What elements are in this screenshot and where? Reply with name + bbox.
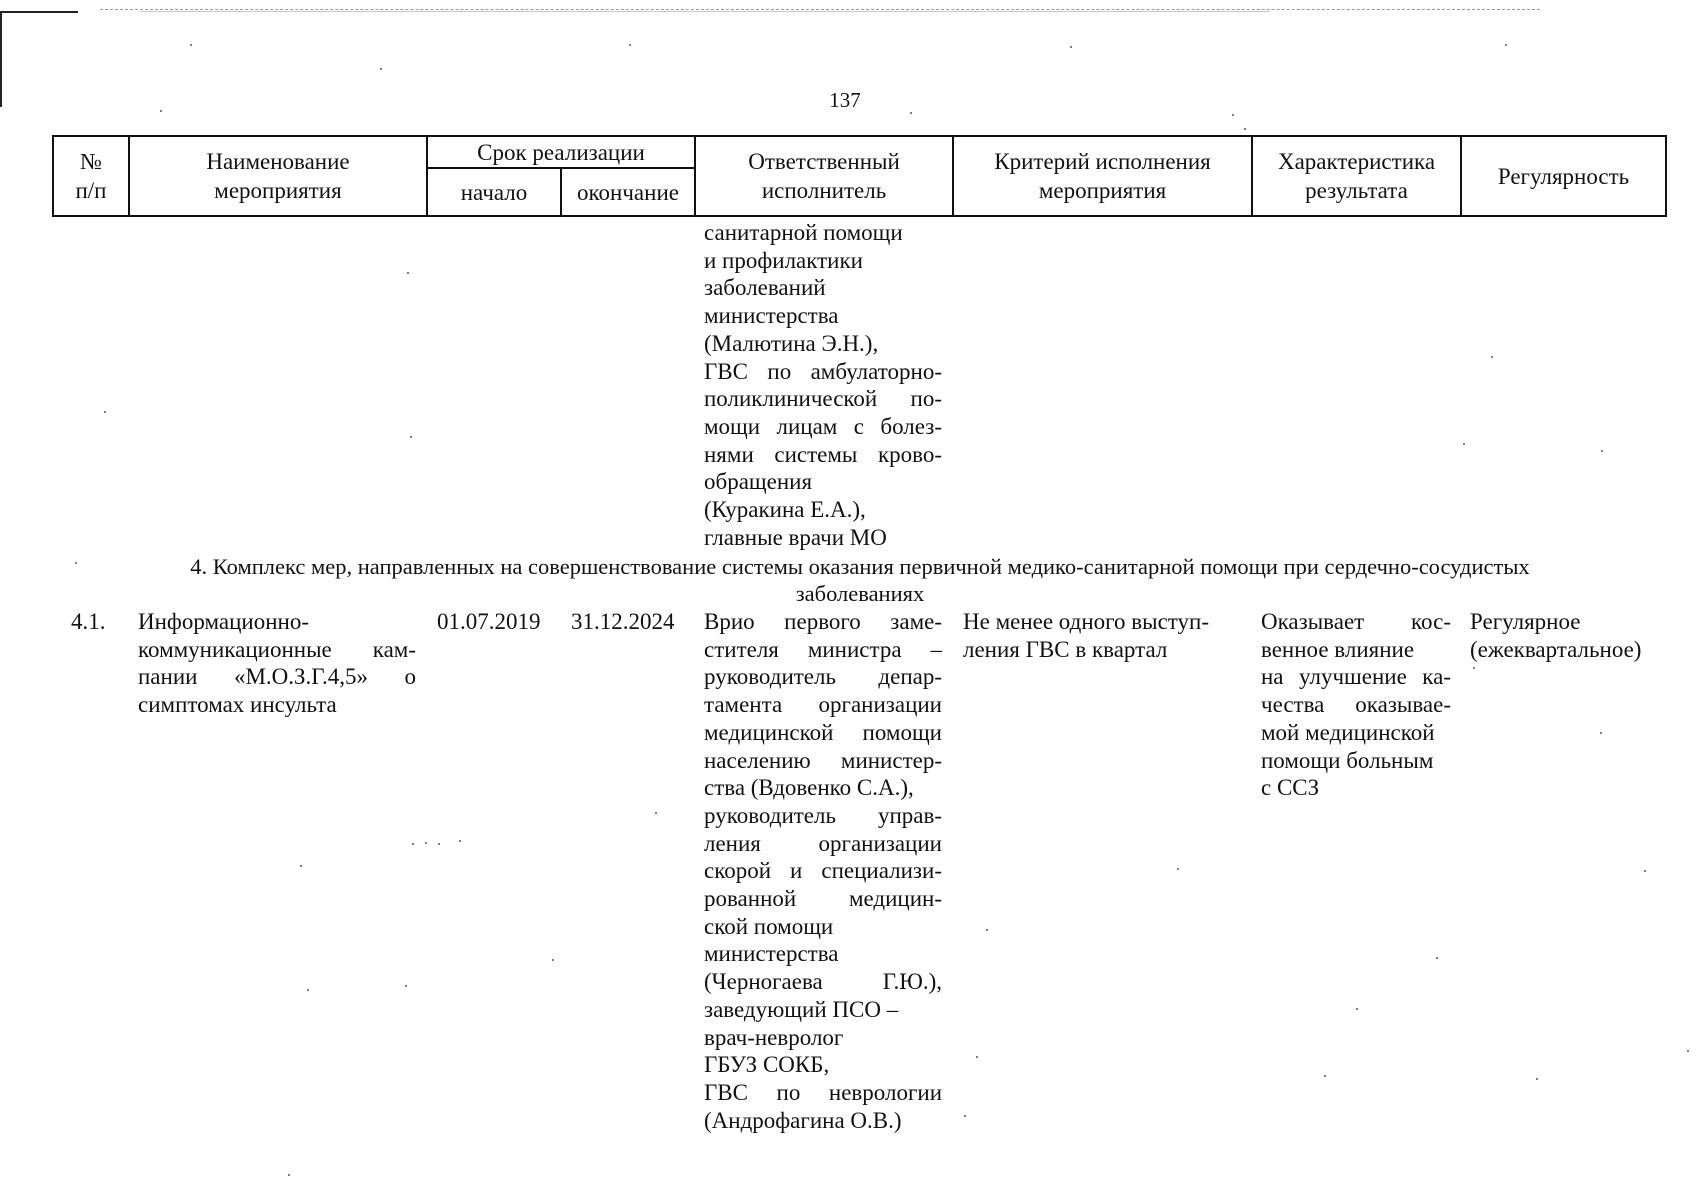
scan-speck bbox=[986, 929, 988, 931]
header-characteristic: Характеристика результата bbox=[1252, 136, 1461, 216]
scan-speck bbox=[405, 985, 407, 987]
row-end-date: 31.12.2024 bbox=[571, 609, 675, 634]
scan-speck bbox=[412, 843, 414, 845]
header-srok: Срок реализации bbox=[427, 136, 695, 168]
scan-speck bbox=[1463, 443, 1465, 445]
row-responsible: Врио первого заме- стителя министра – руководитель депар- тамента организации медицинской помощи населению министер- ства (Вдовенко С.А.), руководитель управ- ления организации скорой и специализи- рованной медицин- ской помощи министерства (Черногаева Г.Ю.), заведующий ПСО – врач-невролог ГБУЗ СОКБ, ГВС по неврологии (Андрофагина О.В.) bbox=[704, 609, 942, 1133]
scan-speck bbox=[288, 1174, 290, 1176]
scan-speck bbox=[307, 989, 309, 991]
scan-speck bbox=[1232, 114, 1234, 116]
row-name: Информационно- коммуникационные кам- пании «М.О.З.Г.4,5» о симптомах инсульта bbox=[138, 609, 416, 718]
scan-speck bbox=[407, 272, 409, 274]
scan-speck bbox=[438, 843, 440, 845]
section-heading: 4. Комплекс мер, направленных на совершенствование системы оказания первичной медико-санитарной помощи при сердечно-сосудистых заболеваниях bbox=[190, 554, 1530, 606]
scan-speck bbox=[976, 1056, 978, 1058]
scan-speck bbox=[964, 1115, 966, 1117]
header-responsible: Ответственный исполнитель bbox=[695, 136, 953, 216]
scan-speck bbox=[459, 840, 461, 842]
scan-speck bbox=[1356, 1008, 1358, 1010]
scan-speck bbox=[1505, 44, 1507, 46]
scan-speck bbox=[910, 112, 912, 114]
scan-speck bbox=[1687, 1050, 1689, 1052]
row-number: 4.1. bbox=[71, 609, 106, 634]
header-start: начало bbox=[427, 168, 561, 216]
scan-border bbox=[100, 9, 1540, 10]
scan-speck bbox=[1473, 667, 1475, 669]
scan-speck bbox=[410, 436, 412, 438]
scan-speck bbox=[425, 842, 427, 844]
scan-speck bbox=[655, 812, 657, 814]
header-end: окончание bbox=[561, 168, 695, 216]
page-number: 137 bbox=[829, 88, 861, 112]
scan-speck bbox=[1601, 450, 1603, 452]
header-regularity: Регулярность bbox=[1461, 136, 1666, 216]
scan-speck bbox=[1070, 46, 1072, 48]
scan-speck bbox=[552, 959, 554, 961]
scan-speck bbox=[1536, 1078, 1538, 1080]
scan-speck bbox=[1324, 1075, 1326, 1077]
row-start-date: 01.07.2019 bbox=[437, 609, 541, 634]
row-regularity: Регулярное (ежеквартальное) bbox=[1470, 609, 1642, 662]
scan-speck bbox=[1491, 356, 1493, 358]
scan-speck bbox=[104, 411, 106, 413]
scan-speck bbox=[75, 562, 77, 564]
scan-speck bbox=[1436, 957, 1438, 959]
table-header bbox=[52, 135, 1667, 217]
scan-border bbox=[140, 11, 1270, 12]
scan-speck bbox=[300, 865, 302, 867]
continuation-responsible: санитарной помощи и профилактики заболеваний министерства (Малютина Э.Н.), ГВС по амбулаторно- поликлинической по- мощи лицам с болез- нями системы крово- обращения (Куракина Е.А.), главные врачи МО bbox=[704, 220, 942, 550]
scan-speck bbox=[1600, 732, 1602, 734]
scan-speck bbox=[190, 44, 192, 46]
scan-speck bbox=[160, 110, 162, 112]
scan-speck bbox=[1644, 870, 1646, 872]
scan-speck bbox=[380, 68, 382, 70]
scan-speck bbox=[1177, 868, 1179, 870]
header-num: № п/п bbox=[53, 136, 129, 216]
scan-speck bbox=[1244, 128, 1246, 130]
header-name: Наименование мероприятия bbox=[129, 136, 427, 216]
header-criterion: Критерий исполнения мероприятия bbox=[953, 136, 1252, 216]
frame-corner-line bbox=[0, 11, 78, 13]
row-criterion: Не менее одного выступ- ления ГВС в квартал bbox=[963, 609, 1210, 662]
scan-speck bbox=[629, 44, 631, 46]
row-characteristic: Оказывает кос- венное влияние на улучшение ка- чества оказывае- мой медицинской помощи больным с ССЗ bbox=[1261, 609, 1451, 801]
